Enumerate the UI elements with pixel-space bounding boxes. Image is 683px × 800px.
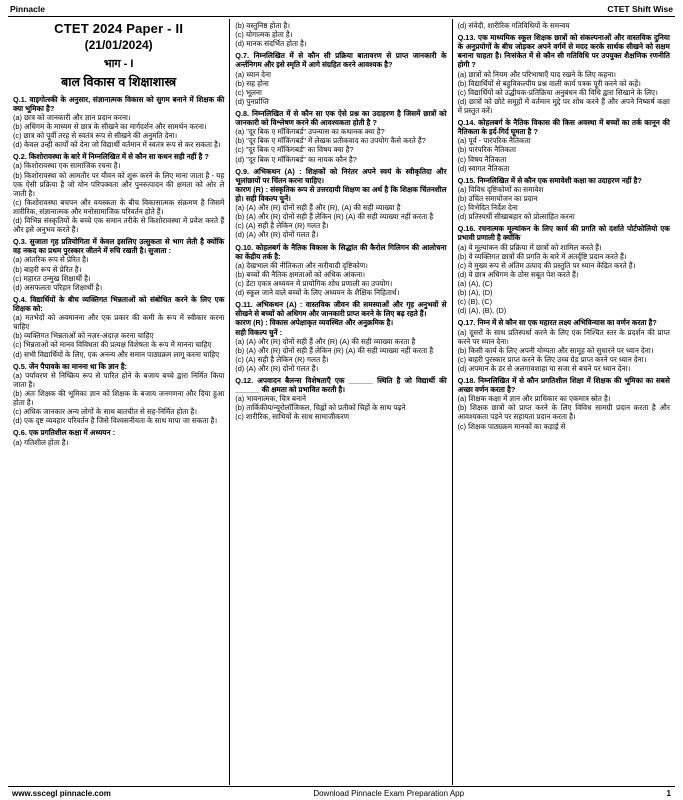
question-text: Q.15. निम्नलिखित में से कौन एक समावेशी कक्षा का उदाहरण नहीं है? (457, 175, 642, 185)
question-text: Q.7. निम्नलिखित में से कौन सी प्रक्रिया बातावरण से प्राप्त जानकारी के अर्न्तनिगम और इसे स्मृति में आगे संग्रहित करने आवश्यक है? (235, 51, 447, 70)
option: (c) (B), (C) (457, 297, 493, 307)
question-block (13, 237, 224, 292)
question-text: Q.10. कोहलबर्ग के नैतिक विकास के सिद्धांत की कैरोल गिलिगन की आलोचना का केंद्रीय तर्क है: (235, 242, 447, 261)
question-text: Q.1. वाइगोत्स्की के अनुसार, संज्ञानात्मक विकास को सुगम बनाने में शिक्षक की क्या भूमिका है? (13, 94, 225, 113)
option: (c) भिन्नताओं को मानव विविधता की प्रत्यक्ष विशेषता के रूप में मानना चाहिए (13, 340, 212, 350)
question-text: Q.12. अपवादन बैलन्स विशेषताएँ एक ______ स्थिति है जो विद्यार्थी की ______ की क्षमता को प्रभावित करती है। (235, 376, 447, 395)
question-block (235, 21, 446, 48)
question-block (458, 176, 670, 222)
question-block (13, 152, 224, 234)
option: (c) वे मुख्य रूप से अंतिम उत्पाद की प्रस्तुति पर ध्यान केंद्रित करते हैं। (457, 260, 636, 270)
option: (a) भावनात्मक, चित्र बनाने (235, 394, 307, 404)
page-columns (8, 19, 675, 785)
option: (b) बच्चों की नैतिक क्षमताओं को अधिक आंकना। (235, 269, 365, 279)
header-brand: Pinnacle (10, 4, 45, 14)
option: (d) स्वागत नैतिकता (457, 163, 510, 173)
option: (c) भूलना (235, 87, 262, 97)
option: (c) शिक्षक पाठ्यक्रम मानकों का कड़ाई से (457, 421, 566, 431)
option: (d) मानक संदर्भित होता है। (235, 39, 307, 49)
option: (c) विद्यार्थियों को उद्धीयक-प्रतिक्रिया अनुबंधन की विधि द्वारा सिखाने के लिए। (457, 87, 658, 97)
option: (b) व्यक्तिगत भिन्नताओं को नज़र-अंदाज़ करना चाहिए (13, 331, 154, 341)
title-block (13, 21, 224, 91)
option: (d) छात्रों को छोटे समूहों में वर्तमान मुद्दे पर शोध करने हैं और अपने निष्कर्ष कक्षा में प्रस्तुत करें। (457, 96, 670, 115)
option: (d) पुनर्प्राप्ति (235, 96, 269, 106)
page-footer (8, 786, 675, 800)
subject-title: बाल विकास व शिक्षाशास्त्र (61, 75, 177, 89)
option: (a) छात्रों को नियम और परिभाषाएँ याद रखने के लिए कहना। (457, 69, 617, 79)
header-exam-label: CTET Shift Wise (607, 4, 673, 14)
question-block (235, 167, 446, 240)
question-text: Q.6. एक प्रगतिशील कक्षा में अध्ययन : (13, 428, 116, 438)
option: (c) "दूर बिक ए मॉकिंगबर्ड" का विषय क्या है? (235, 145, 354, 155)
question-block (235, 109, 446, 164)
option: (d) प्रतिस्पर्धी सीखाबहार को प्रोत्साहित करना (457, 212, 575, 222)
option: (c) अधिक जानकार अन्य लोगों के साथ बातचीत से सह-निर्मित होता है। (13, 407, 197, 417)
option: (a) "दूर बिक ए मॉकिंगबर्ड" उपन्यास का कथानक क्या है? (235, 127, 385, 137)
reason-statement: कारण (R) : संस्कृतिक रूप से उत्तरदायी शिक्षण का अर्थ है कि शिक्षक चिंतनशील हो। सही विकल्प चुनें। (235, 184, 447, 203)
option: (c) छात्र को पूर्वी तरह से स्वतंत्र रूप से सीखने की अनुमति देना। (13, 131, 178, 141)
option: (c) विषय नैतिकता (457, 154, 507, 164)
option: (d) स्कूल जाने वाले बच्चों के लिए अध्ययन के शैक्षिक निहितार्थ। (235, 288, 400, 298)
question-block (13, 362, 224, 426)
question-block (235, 376, 446, 422)
option: (b) (A), (D) (457, 288, 493, 298)
option: (b) शिक्षक छात्रों को प्राप्त करने के लिए विविध सामग्री प्रदान करता है और आवश्यकता पड़ने पर सहायता प्रदान करता है। (457, 403, 670, 422)
footer-website[interactable]: www.sscegl pinnacle.com (12, 789, 111, 798)
question-text: Q.4. विद्यार्थियों के बीच व्यक्तिगत भिन्नताओं को संबोधित करने के लिए एक शिक्षक को: (13, 294, 225, 314)
page-header (8, 4, 675, 17)
question-block (13, 428, 224, 446)
option: (b) अंतः शिक्षक की भूमिका ज्ञान को शिक्षक के बजाय जनगणना और दिया हुआ होता है। (13, 389, 225, 408)
question-block (458, 118, 670, 173)
option: (a) (A) और (R) दोनों सही हैं और (R) (A) की सही व्याख्या करता है (235, 336, 416, 346)
option: (c) विभेदित निर्देश देना (457, 203, 518, 213)
column-1 (8, 19, 230, 785)
column-3 (453, 19, 675, 785)
option: (c) किशोरावस्था बचपन और वयस्कता के बीच विकासात्मक संक्रमण है जिसमें शारीरिक, संज्ञानात्मक और मनोसामाजिक परिवर्तन होते हैं। (13, 197, 225, 216)
option: (b) विद्यार्थियों से बहुविकल्पीय प्रश्न वाली कार्य पत्रक पूरी करने को कहें। (457, 78, 641, 88)
option: (c) डेटा एकत्र अध्ययन में प्रायोगिक शोध प्रणाली का उपयोग। (235, 278, 393, 288)
option: (c) बाहरी पुरस्कार प्राप्त करने के लिए उच्च ग्रेड प्राप्त करने पर ध्यान देना। (457, 354, 647, 364)
option: (a) शिक्षक कक्षा में ज्ञान और प्राधिकार का एकमात्र स्रोत है। (457, 394, 611, 404)
option: (c) योगात्मक होता है। (235, 30, 293, 40)
option: (d) वे छात्र अधिगम के ठोस सबूत पेश करते हैं। (457, 269, 579, 279)
option: (a) मतभेदों को अवमानना और एक प्रकार की कमी के रूप में स्वीकार करना चाहिए (13, 313, 225, 332)
option: (a) ध्यान देना (235, 69, 271, 79)
question-text: Q.17. निम्न में से कौन सा एक महारत लक्ष्य अभिविन्यास का वर्णन करता है? (457, 318, 657, 328)
option: (a) पर्यावरण से निष्क्रिय रूप से पारित होने के बजाय बच्चे द्वारा निर्मित किया जाता है। (13, 370, 225, 389)
question-block (458, 224, 670, 315)
option: (b) पारंपरिक नैतिकता (457, 145, 516, 155)
option: (c) (A) सही है लेकिन (R) गलत है। (235, 221, 329, 231)
option: (b) वस्तुनिष्ठ होता है। (235, 21, 291, 30)
option: (a) वे मूल्यांकन की प्रक्रिया में छात्रों को शामिल करते हैं। (457, 242, 602, 252)
footer-app-promo: Download Pinnacle Exam Preparation App (313, 789, 465, 798)
option: (b) तार्किकीय/न्यूरोलॉजिकल, चिह्नों को प्रतीकों चिहों के साथ पढ़ने (235, 403, 406, 413)
question-block (458, 376, 670, 431)
option: (a) छात्र को जानकारी और ज्ञान प्रदान करना। (13, 112, 131, 122)
option: (d) (A), (B), (D) (457, 306, 507, 316)
question-text: Q.13. एक माध्यमिक स्कूल शिक्षक छात्रों को संकल्पनाओं और वास्तविक दुनिया के अनुप्रयोगों के बीच जोड़कर अपने वर्गमें से मदद करके सार्थक सीखने को सक्षम बनाना चाहता है। निःसंकेत में से कौन सी गतिविधि पर उपयुक्त शैक्षणिक रणनीति होगी ? (457, 33, 670, 70)
option: (d) (A) और (R) दोनों गलत हैं। (235, 363, 319, 373)
question-text: Q.5. जेंन पैपावके का मानना था कि ज्ञान है: (13, 361, 128, 371)
option: (b) किसी कार्य के लिए अपनी योग्यता और सामूह को सुधारने पर ध्यान देना। (457, 345, 654, 355)
option: (d) केवल उन्हीं कार्यों को देना जो विद्यार्थी वर्तमान में स्वतंत्र रूप से कर सकता है। (13, 140, 221, 150)
option: (c) (A) सही है लेकिन (R) गलत है। (235, 354, 329, 364)
exam-date: (21/01/2024) (84, 38, 153, 53)
question-block (458, 318, 670, 373)
option: (b) वे व्यक्तिगत छात्रों की प्रगति के बारे में अंतर्दृष्टि प्रदान करते हैं। (457, 251, 627, 261)
question-text: Q.16. रचनात्मक मूल्यांकन के लिए कार्य की प्रगति को दर्शाते पोर्टफोलियो एक प्रभावी प्रणाली है क्योंकि (457, 224, 670, 243)
question-block (13, 95, 224, 150)
question-block (13, 295, 224, 359)
option: (b) (A) और (R) दोनों सही हैं लेकिन (R) (A) की सही व्याख्या नहीं करता है (235, 345, 434, 355)
part-label: भाग - I (103, 58, 134, 71)
question-text: Q.9. अभिकथन (A) : शिक्षकों को निरंतर अपने स्वयं के स्वीकृतिदा और भूलांछायों पर चिंतन करना चाहिए। (235, 166, 447, 185)
option: (d) (A) और (R) दोनों गलत हैं। (235, 230, 319, 240)
option: (a) विविध दृष्टिकोणों का समावेश (457, 184, 544, 194)
column-2 (230, 19, 452, 785)
instruction-text: सही विकल्प चुनें : (235, 327, 283, 337)
question-text: Q.14. कोहलबर्ग के नैतिक विकास की किस अवस्था में बच्चों का तर्क कानून की नैतिकता के इर्द-गिर्द घूमता है ? (457, 118, 670, 137)
question-block (458, 33, 670, 115)
question-block (235, 243, 446, 298)
page-title: CTET 2024 Paper - II (54, 21, 184, 36)
option: (d) सभी विद्यार्थियों के लिए, एक अनन्य और समान पाठ्यक्रम लागू करना चाहिए (13, 349, 220, 359)
option: (a) गतिशील होता है। (13, 437, 69, 447)
option: (b) (A) और (R) दोनों सही हैं लेकिन (R) (A) की सही व्याख्या नहीं करता है (235, 212, 434, 222)
option: (d) एक दृष्ट व्यवहार परिवर्तन है जिसे विश्वसनीयता के साथ मापा जा सकता है। (13, 416, 218, 426)
question-block (235, 51, 446, 106)
option: (a) (A) और (R) दोनों सही हैं और (R), (A) की सही व्याख्या है (235, 203, 401, 213)
question-text: Q.3. सुजाता गृह प्रतियोगिता में केवल इसलिए उत्सुकता से भाग लेती है क्योंकि वह नकद का प्रथम पुरस्कार जीतने में रुचि रखती है। सुजाता : (13, 237, 225, 256)
option: (b) अधिगम के माध्यम से छात्र के सीखने का मार्गदर्शन और सामर्थन करना। (13, 121, 207, 131)
option: (a) (A), (C) (457, 278, 493, 288)
option: (b) बाहरी रूप से प्रेरित है। (13, 264, 82, 274)
option: (a) पूर्व - पारंपरिक नैतिकता (457, 136, 531, 146)
option: (b) किशोरावस्था को आमतौर पर यौवन को शुरू करने के लिए माना जाता है - यह एक ऐसी प्रक्रिया है जो योन परिपक्वता और पुनरुत्पादन की क्षमता को ओर ले जाती है। (13, 170, 225, 198)
footer-page-number: 1 (666, 789, 671, 798)
option: (b) सह होना (235, 78, 269, 88)
question-text: Q.11. अभिकथन (A) : वास्तविक जीवन की समस्याओं और गृह अनुभवों से सीखने से बच्चों को अधिगम और जानकारी प्राप्त करने के लिए बढ़ रहते हैं। (235, 300, 447, 319)
option: (d) अपमान के डर से अलगावशाहा या सजा से बचने पर ध्यान देना। (457, 363, 631, 373)
question-block (235, 300, 446, 373)
option: (a) देखभाल की नीतिकता और नारीवादी दृष्टिकोण। (235, 260, 368, 270)
question-text: Q.8. निम्नलिखित में से कौन सा एक ऐसे प्रश्न का उदाहरण है जिसमें छात्रों को जानकारी को विश्लेषण करने की आवश्यकता होती है ? (235, 108, 447, 128)
reason-statement: कारण (R) : विकास अपेक्षाकृत व्यवस्थित और अनुक्रमिक है। (235, 318, 394, 328)
option: (a) किशोरावस्था एक सामाजिक रचना है। (13, 161, 121, 171)
question-block (458, 21, 670, 30)
option: (a) आंतरिक रूप से प्रेरित है। (13, 255, 89, 265)
option: (d) "दूर बिक ए मॉकिंगबर्ड" का नायक कौन है? (235, 154, 357, 164)
option: (b) उचित समायोजन का प्रदान (457, 193, 538, 203)
option: (d) विभिन्न संस्कृतियों के बच्चे एक समान तरीके से किशोरावस्था में प्रवेश करते हैं और इसे अनुभव करते हैं। (13, 216, 225, 235)
option: (d) असफलता परिहार शिक्षार्थी है। (13, 282, 103, 292)
option: (c) महारत उन्मुख शिक्षार्थी है। (13, 273, 91, 283)
option: (b) "दूर बिक ए मॉकिंगबर्ड" में लेखक प्रतीकवाद का उपयोग कैसे करते हैं? (235, 136, 426, 146)
option: (a) दूसरों के साथ प्रतिस्पर्धा करने के लिए एक निश्चित स्तर के प्रदर्शन की प्राप्त करने पर ध्यान देना। (457, 327, 670, 346)
option: (d) संवेदी, शारीरिक गतिविधियों के समन्वय (457, 21, 570, 30)
option: (c) शारीरिक, साथियों के साथ सामाजीकरण (235, 412, 350, 422)
question-text: Q.2. किशोरावस्था के बारे में निम्नलिखित में से कौन सा कथन सही नहीं है ? (13, 152, 209, 162)
question-text: Q.18. निम्नलिखित में से कौन प्रगतिशील शिक्षा में शिक्षक की भूमिका का सबसे अच्छा वर्णन करता है? (457, 376, 670, 395)
